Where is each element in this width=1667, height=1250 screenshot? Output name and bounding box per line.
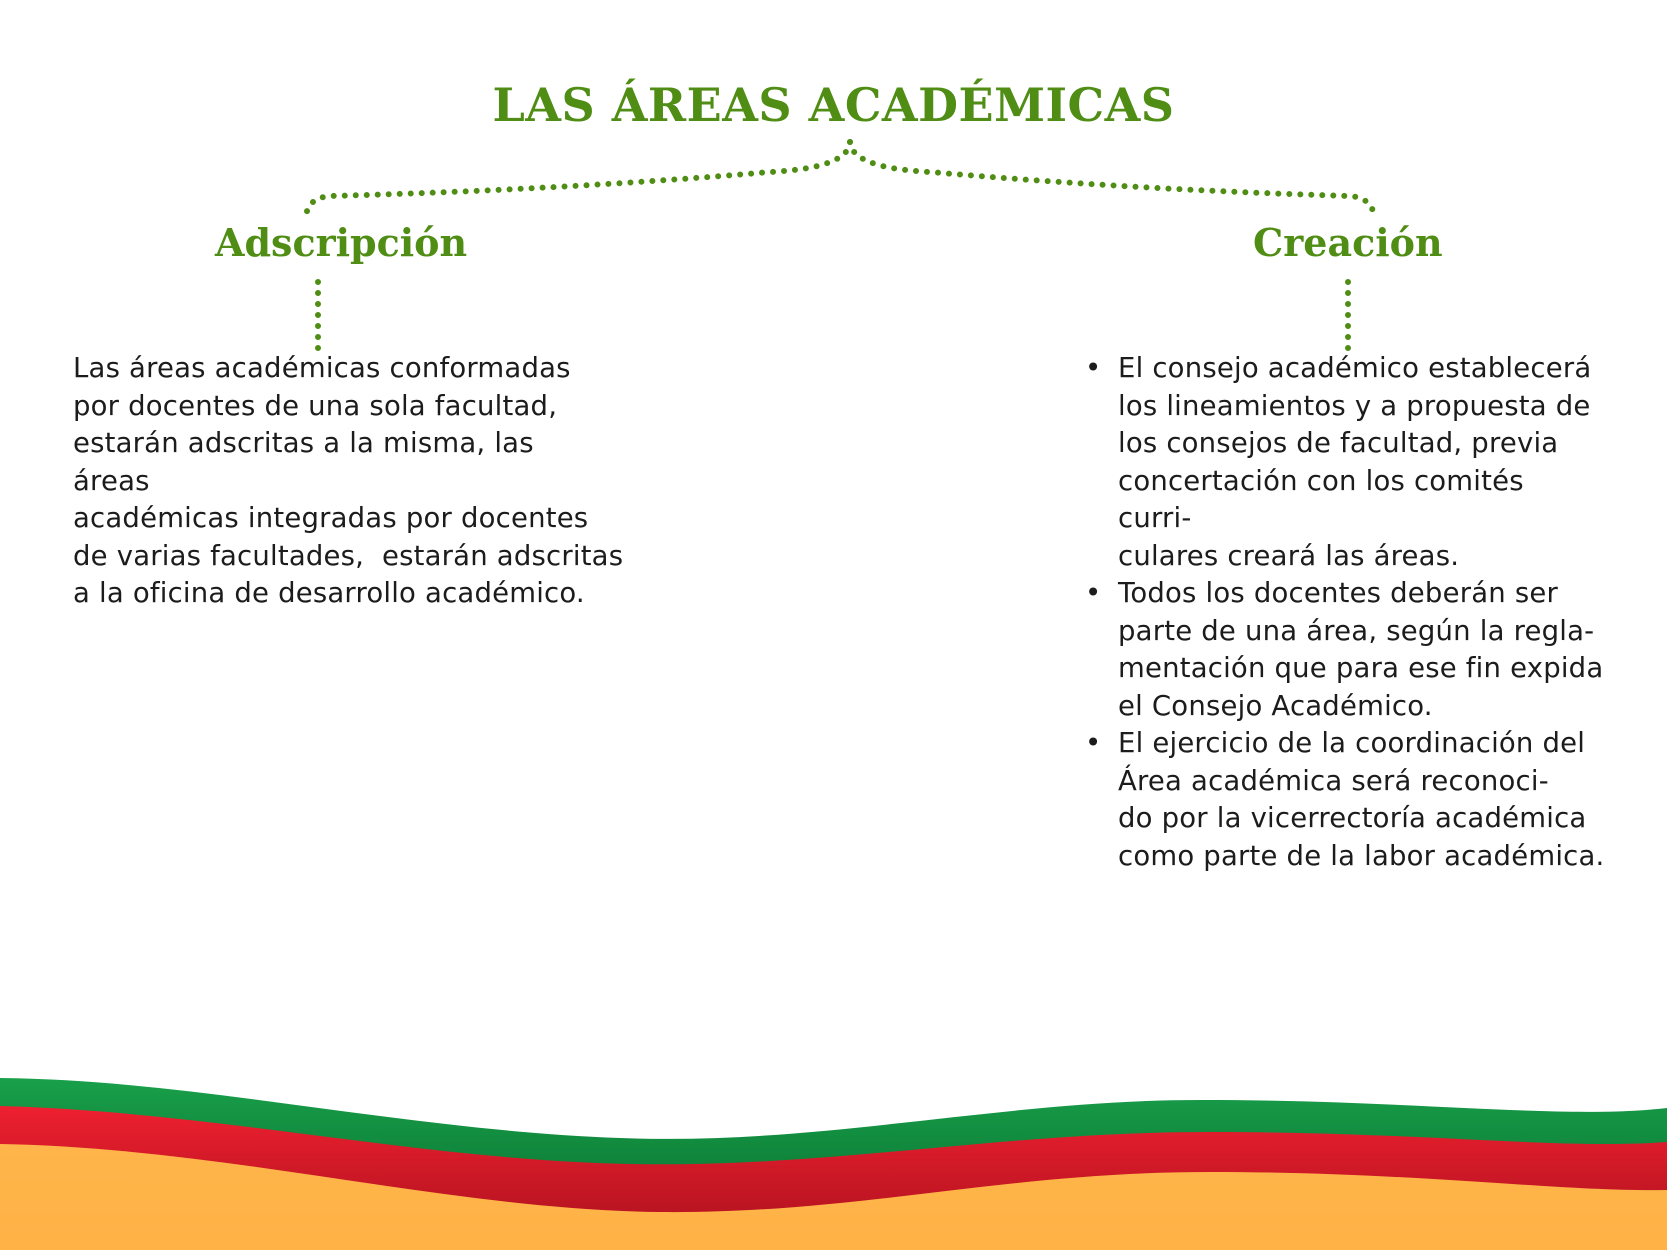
list-item-line: concertación con los comités curri- <box>1118 464 1524 534</box>
bullet-icon: • <box>1085 352 1102 384</box>
page-title: LAS ÁREAS ACADÉMICAS <box>492 78 1175 132</box>
paragraph-line: académicas integradas por docentes <box>73 502 589 534</box>
list-item-line: Todos los docentes deberán ser <box>1118 577 1558 609</box>
paragraph-line: a la oficina de desarrollo académico. <box>73 577 585 609</box>
heading-adscripcion: Adscripción <box>215 220 468 265</box>
flag-wave-decoration <box>0 1060 1667 1250</box>
paragraph-line: por docentes de una sola facultad, <box>73 389 558 422</box>
list-item <box>1085 575 1605 725</box>
list-item-line: el Consejo Académico. <box>1118 689 1433 722</box>
creacion-bullet-list <box>1085 350 1605 875</box>
bullet-icon: • <box>1085 727 1102 759</box>
list-item-line: mentación que para ese fin expida <box>1118 652 1604 684</box>
list-item-line: los lineamientos y a propuesta de <box>1118 389 1591 422</box>
connector-title-to-right <box>850 142 1374 216</box>
list-item <box>1085 725 1605 875</box>
adscripcion-paragraph <box>73 350 624 613</box>
paragraph-line: de varias facultades, estarán adscritas <box>73 539 624 572</box>
paragraph-line: Las áreas académicas conformadas <box>73 352 571 384</box>
paragraph-line: estarán adscritas a la misma, las áreas <box>73 427 534 497</box>
heading-creacion: Creación <box>1253 220 1443 265</box>
list-item-line: culares creará las áreas. <box>1118 539 1460 572</box>
list-item <box>1085 350 1605 575</box>
list-item-line: Área académica será reconoci- <box>1118 764 1549 797</box>
list-item-line: El ejercicio de la coordinación del <box>1118 727 1586 759</box>
list-item-line: como parte de la labor académica. <box>1118 839 1605 872</box>
list-item-line: El consejo académico establecerá <box>1118 352 1592 384</box>
bullet-icon: • <box>1085 577 1102 609</box>
connector-title-to-left <box>306 142 850 216</box>
list-item-line: do por la vicerrectoría académica <box>1118 802 1587 834</box>
list-item-line: parte de una área, según la regla- <box>1118 614 1595 647</box>
list-item-line: los consejos de facultad, previa <box>1118 427 1559 459</box>
